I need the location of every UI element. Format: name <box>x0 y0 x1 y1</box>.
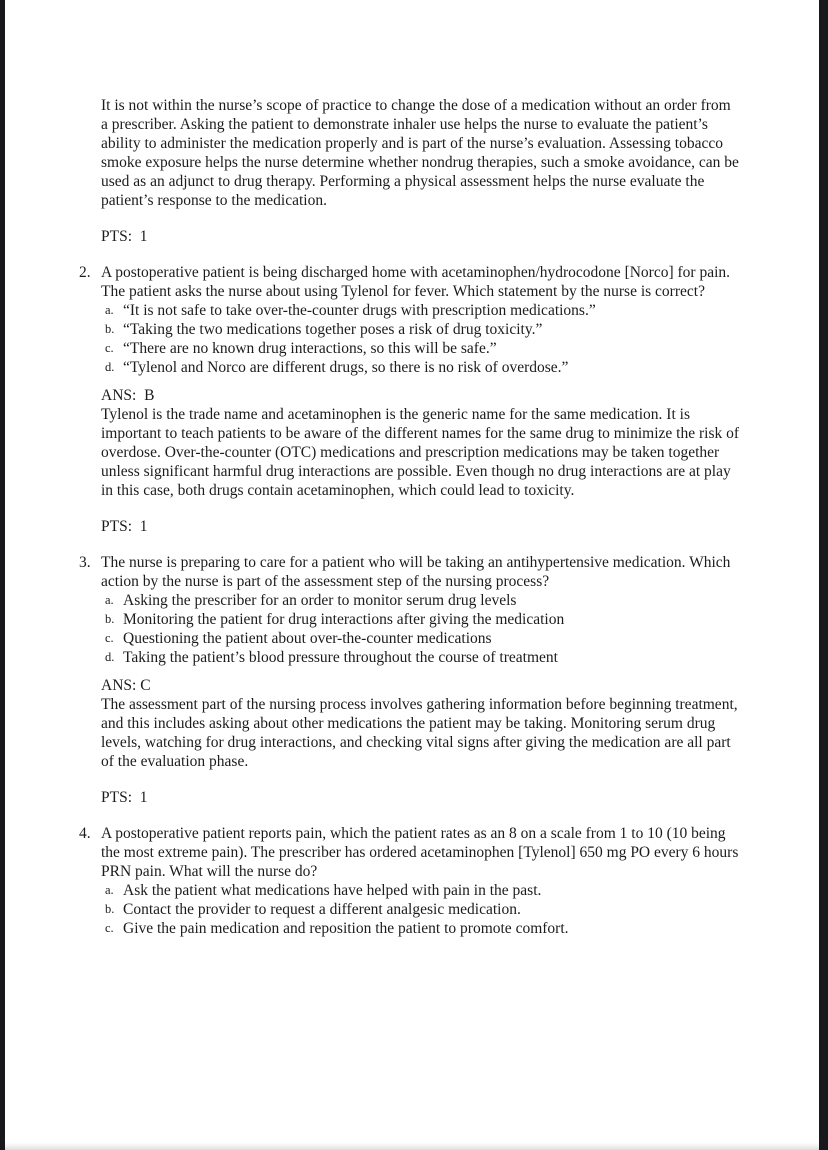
option-row-d <box>105 648 740 667</box>
option-row-c <box>105 919 740 938</box>
option-row-a <box>105 301 740 320</box>
question-stem: A postoperative patient is being discharged home with acetaminophen/hydrocodone [Norco] for pain. The patient asks the nurse about using Tylenol for fever. Which statement by the nurse is correct? <box>101 264 731 300</box>
question-number: 4. <box>79 825 91 842</box>
option-text: Contact the provider to request a different analgesic medication. <box>123 901 521 918</box>
option-letter: b. <box>105 902 115 916</box>
option-letter: b. <box>105 612 115 626</box>
page-edge-left <box>0 0 5 1150</box>
option-text: “Tylenol and Norco are different drugs, so there is no risk of overdose.” <box>123 359 569 376</box>
answer-line: ANS: C <box>101 677 151 694</box>
option-row-b <box>105 900 740 919</box>
pts-line: PTS: 1 <box>101 228 148 245</box>
document-content <box>79 96 740 938</box>
options-list <box>105 591 740 667</box>
option-row-d <box>105 358 740 377</box>
question-stem: The nurse is preparing to care for a patient who will be taking an antihypertensive medication. Which action by the nurse is part of the assessment step of the nursing process? <box>101 554 731 590</box>
options-list <box>105 881 740 938</box>
option-letter: a. <box>105 883 114 897</box>
option-letter: b. <box>105 322 115 336</box>
option-text: “There are no known drug interactions, so this will be safe.” <box>123 340 497 357</box>
option-letter: d. <box>105 650 115 664</box>
option-letter: c. <box>105 921 114 935</box>
option-letter: c. <box>105 631 114 645</box>
question-number: 2. <box>79 264 91 281</box>
question-number: 3. <box>79 554 91 571</box>
option-row-b <box>105 610 740 629</box>
question-stem: A postoperative patient reports pain, which the patient rates as an 8 on a scale from 1 to 10 (10 being the most extreme pain). The prescriber has ordered acetaminophen [Tylenol] 650 mg PO every 6 hours PRN pain. What will the nurse do? <box>101 825 739 880</box>
rationale-text: The assessment part of the nursing process involves gathering information before beginning treatment, and this includes asking about other medications the patient may be taking. Monitoring serum drug levels, watching for drug interactions, and checking vital signs after giving the medication are all part of the evaluation phase. <box>101 696 738 770</box>
pts-line: PTS: 1 <box>101 518 148 535</box>
page-bottom-edge <box>5 1142 819 1150</box>
options-list <box>105 301 740 377</box>
option-row-a <box>105 881 740 900</box>
option-row-a <box>105 591 740 610</box>
option-row-c <box>105 339 740 358</box>
option-row-c <box>105 629 740 648</box>
option-text: “It is not safe to take over-the-counter drugs with prescription medications.” <box>123 302 596 319</box>
option-letter: d. <box>105 360 115 374</box>
option-text: Asking the prescriber for an order to monitor serum drug levels <box>123 592 517 609</box>
page-edge-right <box>819 0 828 1150</box>
option-text: Ask the patient what medications have helped with pain in the past. <box>123 882 542 899</box>
rationale-text: Tylenol is the trade name and acetaminophen is the generic name for the same medication. It is important to teach patients to be aware of the different names for the same drug to minimize the risk of overdose. Over-the-counter (OTC) medications and prescription medications may be taken together unless significant harmful drug interactions are possible. Even though no drug interactions are at play in this case, both drugs contain acetaminophen, which could lead to toxicity. <box>101 406 740 499</box>
question-block-3 <box>79 553 740 807</box>
option-row-b <box>105 320 740 339</box>
question-block-4 <box>79 824 740 938</box>
option-text: “Taking the two medications together poses a risk of drug toxicity.” <box>123 321 543 338</box>
option-letter: a. <box>105 593 114 607</box>
option-text: Monitoring the patient for drug interactions after giving the medication <box>123 611 565 628</box>
answer-line: ANS: B <box>101 387 155 404</box>
option-text: Give the pain medication and reposition the patient to promote comfort. <box>123 920 569 937</box>
option-text: Questioning the patient about over-the-counter medications <box>123 630 492 647</box>
pts-line: PTS: 1 <box>101 789 148 806</box>
question-block-2 <box>79 263 740 536</box>
option-letter: c. <box>105 341 114 355</box>
option-letter: a. <box>105 303 114 317</box>
option-text: Taking the patient’s blood pressure throughout the course of treatment <box>123 649 558 666</box>
rationale-text: It is not within the nurse’s scope of practice to change the dose of a medication without an order from a prescriber. Asking the patient to demonstrate inhaler use helps the nurse to evaluate the patient’s ability to administer the medication properly and is part of the nurse’s evaluation. Assessing tobacco smoke exposure helps the nurse determine whether nondrug therapies, such a smoke avoidance, can be used as an adjunct to drug therapy. Performing a physical assessment helps the nurse evaluate the patient’s response to the medication. <box>101 97 739 209</box>
